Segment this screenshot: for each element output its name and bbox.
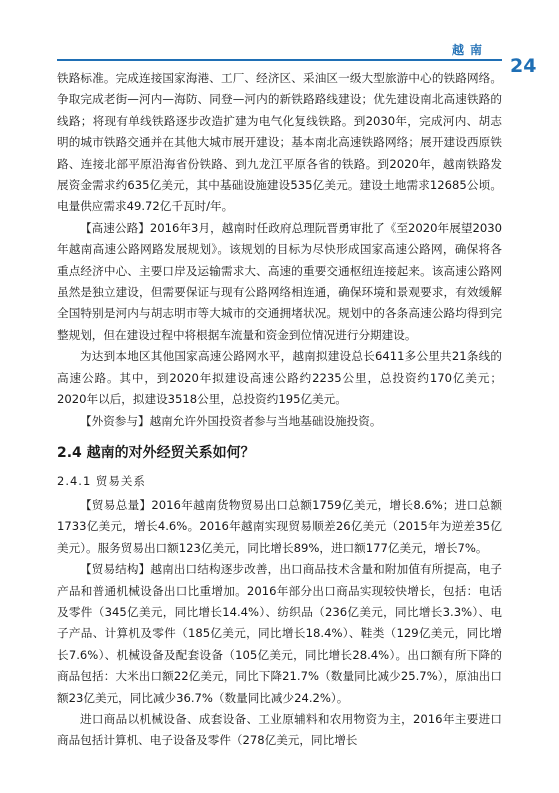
trade-structure-label: 【贸易结构】 [80,562,151,577]
paragraph-trade-structure [57,559,502,709]
page-number: 24 [510,55,537,77]
section-heading-2-4-1: 2.4.1 贸易关系 [57,473,146,488]
main-content [57,68,502,752]
trade-total-label: 【贸易总量】 [80,497,152,512]
trade-structure-text: 越南出口结构逐步改善，出口商品技术含量和附加值有所提高，电子产品和普通机械设备出口比重增加。2016年部分出口商品实现较快增长，包括：电话及零件（345亿美元，同比增长14.4%）、纺织品（236亿美元，同比增长3.3%）、电子产品、计算机及零件（185亿美元，同比增长18.4%）、鞋类（129亿美元，同比增长7.6%）、机械设备及配套设备（105亿美元，同比增长28.4%）。出口额有所下降的商品包括：大米出口额22亿美元，同比下降21.7%（数量同比减少25.7%），原油出口额23亿美元，同比减少36.7%（数量同比减少24.2%）。 [57,562,502,705]
section-heading-2-4: 2.4 越南的对外经贸关系如何？ [57,444,255,461]
paragraph-trade-total [57,495,502,559]
paragraph-highway [57,218,502,346]
paragraph-highway-plan: 为达到本地区其他国家高速公路网水平，越南拟建设总长6411多公里共21条线的高速公路。其中，到2020年拟建设高速公路约2235公里，总投资约170亿美元；2020年以后，拟建设3518公里，总投资约195亿美元。 [57,349,502,407]
header-section-title: 越南 [452,43,489,57]
trade-total-text: 2016年越南货物贸易出口总额1759亿美元，增长8.6%；进口总额1733亿美元，增长4.6%。2016年越南实现贸易顺差26亿美元（2015年为逆差35亿美元）。服务贸易出口额123亿美元，同比增长89%，进口额177亿美元，增长7%。 [57,497,502,555]
header-rule [57,59,502,61]
paragraph-railway: 铁路标准。完成连接国家海港、工厂、经济区、采油区一级大型旅游中心的铁路网络。争取完成老街—河内—海防、同登—河内的新铁路路线建设；优先建设南北高速铁路的线路；将现有单线铁路逐步改造扩建为电气化复线铁路。到2030年，完成河内、胡志明的城市铁路交通并在其他大城市展开建设；基本南北高速铁路网络；展开建设西原铁路、连接北部平原沿海省份铁路、到九龙江平原各省的铁路。到2020年，越南铁路发展资金需求约635亿美元，其中基础设施建设535亿美元。建设土地需求12685公顷。电量供应需求49.72亿千瓦时/年。 [57,71,502,214]
highway-text: 2016年3月，越南时任政府总理阮晋勇审批了《至2020年展望2030年越南高速公路网路发展规划》。该规划的目标为尽快形成国家高速公路网，确保将各重点经济中心、主要口岸及运输需求大、高速的重要交通枢纽连接起来。该高速公路网虽然是独立建设，但需要保证与现有公路网络相连通，确保环境和景观要求，有效缓解全国特别是河内与胡志明市等大城市的交通拥堵状况。规划中的各条高速公路均得到完整规划，但在建设过程中将根据车流量和资金到位情况进行分期建设。 [57,220,502,342]
foreign-investment-text: 越南允许外国投资者参与当地基础设施投资。 [149,413,382,428]
foreign-investment-label: 【外资参与】 [80,413,150,428]
highway-label: 【高速公路】 [80,220,150,235]
paragraph-imports: 进口商品以机械设备、成套设备、工业原辅料和农用物资为主，2016年主要进口商品包括计算机、电子设备及零件（278亿美元，同比增长 [57,711,502,748]
paragraph-foreign-investment [57,411,502,432]
